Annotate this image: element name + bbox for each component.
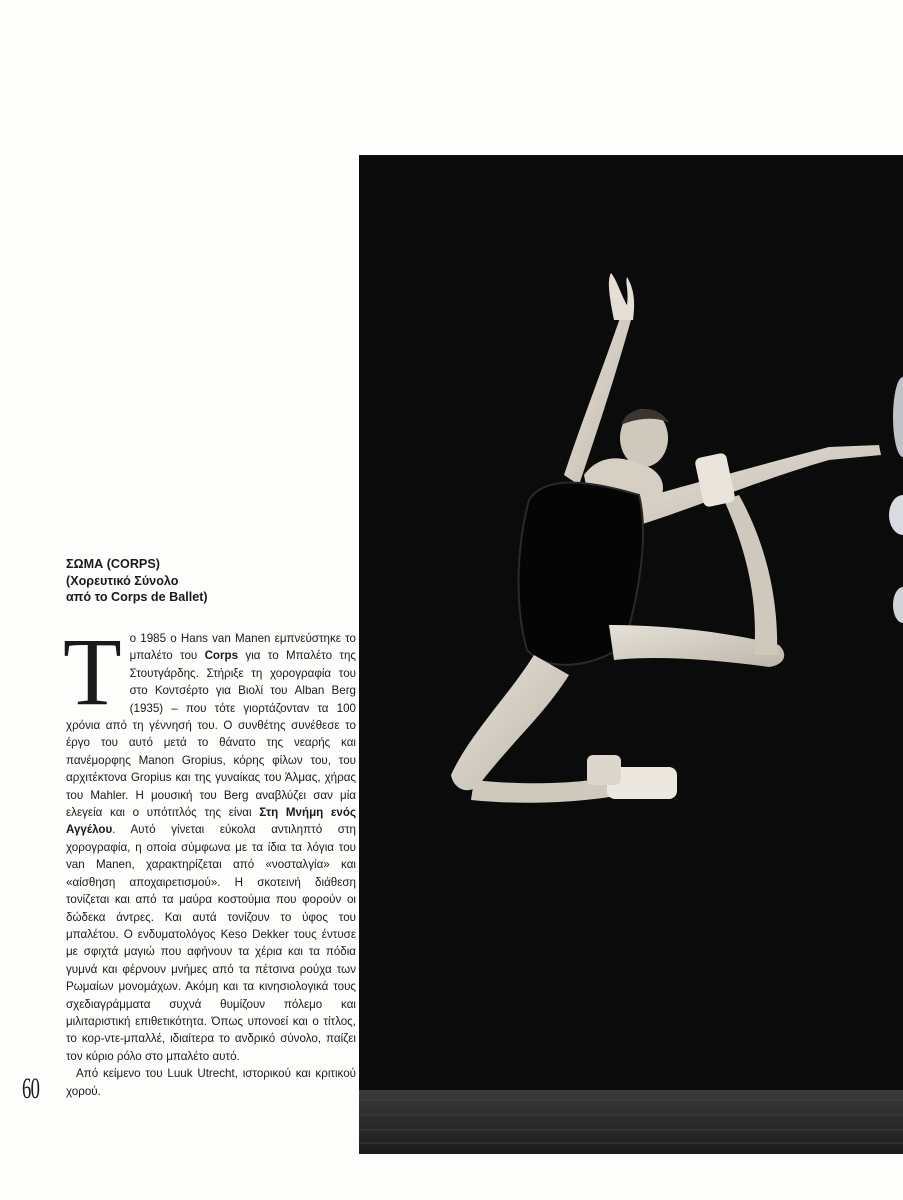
heading-subtitle-2: από το Corps de Ballet) [66, 590, 208, 604]
page-number: 60 [22, 1072, 40, 1105]
subtitle-emphasis: Στη Μνήμη ενός Αγγέλου [66, 806, 356, 837]
dancer-photo [359, 155, 903, 1154]
drop-cap: Τ [63, 618, 122, 725]
dancer-illustration [359, 155, 903, 1154]
heading-title: ΣΩΜΑ (CORPS) [66, 557, 160, 571]
paragraph-text-3: . Αυτό γίνεται εύκολα αντιληπτό στη χορογραφία, η οποία σύμφωνα με τα ίδια τα λόγια του van Manen, χαρακτηρίζεται από «νοσταλγία» και «αίσθηση αποχαιρετισμού». Η σκοτεινή διάθεση τονίζεται και από τα μαύρα κοστούμια που φορούν οι δώδεκα άντρες. Και αυτά τονίζουν το ύφος του μπαλέτου. Ο ενδυματολόγος Keso Dekker τους έντυσε με σφιχτά μαγιώ που αφήνουν τα χέρια και τα πόδια γυμνά και φέρνουν μνήμες από τα πέτσινα ρούχα των Ρωμαίων μονομάχων. Ακόμη και τα κινησιολογικά τους σχεδιαγράμματα συχνά θυμίζουν πόλεμο και μιλιταριστική επιθετικότητα. Όπως υπονοεί και ο τίτλος, το κορ-ντε-μπαλλέ, ιδιαίτερα το ανδρικό σύνολο, παίζει τον κύριο ρόλο στο μπαλέτο αυτό. [66, 823, 356, 1063]
article-heading [66, 556, 346, 606]
article-body [63, 618, 356, 1100]
heading-subtitle-1: (Χορευτικό Σύνολο [66, 573, 179, 588]
paragraph-text-1: ο 1985 ο Hans van Manen εμπνεύστηκε το μπαλέτο του [129, 632, 356, 663]
ballet-title: Corps [204, 649, 239, 663]
paragraph-text-2: για το Μπαλέτο της Στουτγάρδης. Στήριξε τη χορογραφία του στο Κοντσέρτο για Βιολί του Alban Berg (1935) – που τότε γιορτάζονταν τα 100 χρόνια από τη γέννησή του. Ο συνθέτης συνέθεσε το έργο του αυτό μετά το θάνατο της νεαρής και πανέμορφης Manon Gropius, κόρης φίλων του, του αρχιτέκτονα Gropius και της γυναίκας του Άλμας, χήρας του Mahler. Η μουσική του Berg αναβλύζει σαν μία ελεγεία και ο υπότιτλός της είναι [66, 649, 356, 820]
article-paragraph [63, 618, 356, 1065]
article-credit: Από κείμενο του Luuk Utrecht, ιστορικού και κριτικού χορού. [66, 1067, 356, 1098]
